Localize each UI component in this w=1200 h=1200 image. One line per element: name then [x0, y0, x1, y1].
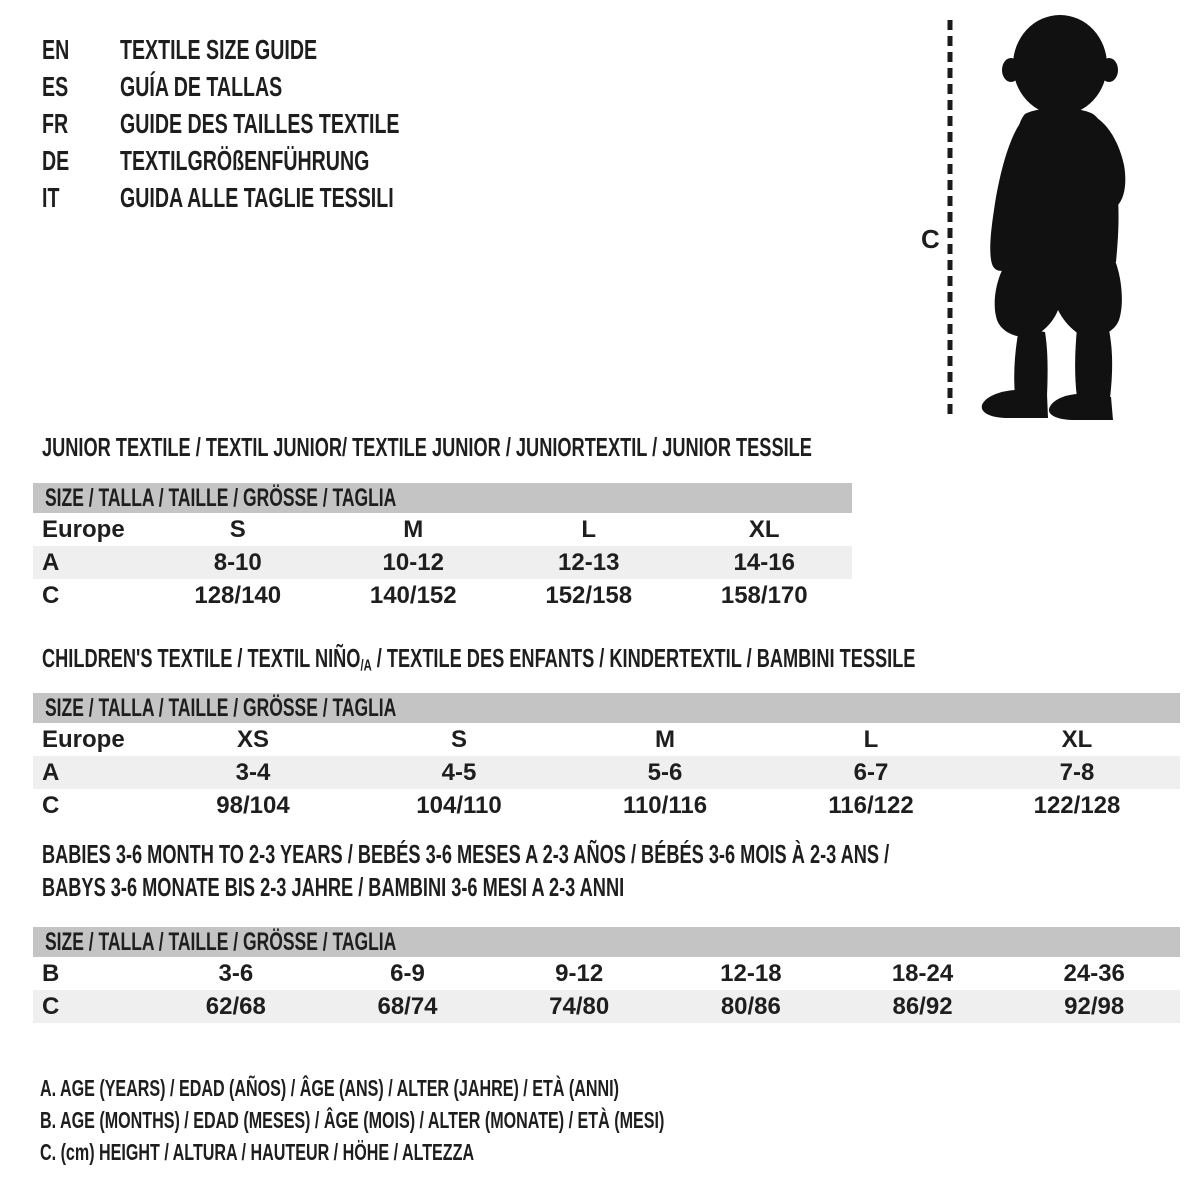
section-title-babies: [42, 838, 1200, 904]
age-cell: 3-4: [235, 758, 271, 786]
language-row: [42, 68, 519, 105]
height-cell: 158/170: [720, 581, 808, 609]
table-row-europe: [33, 513, 852, 546]
table-row-europe: [33, 723, 1180, 756]
row-label: C: [42, 791, 60, 819]
age-cell: 4-5: [441, 758, 477, 786]
babies-size-table: [33, 927, 1180, 1023]
children-title-post: / TEXTILE DES ENFANTS / KINDERTEXTIL / BAMBINI TESSILE: [371, 643, 916, 673]
size-cell: M: [403, 515, 424, 543]
legend-text: B. AGE (MONTHS) / EDAD (MESES) / ÂGE (MOIS) / ALTER (MONATE) / ETÀ (MESI): [40, 1106, 665, 1133]
height-cell: 98/104: [216, 791, 290, 819]
babies-title-line1: BABIES 3-6 MONTH TO 2-3 YEARS / BEBÉS 3-6 MESES A 2-3 AÑOS / BÉBÉS 3-6 MOIS À 2-3 ANS /: [42, 839, 890, 869]
height-measure-label: C: [921, 224, 940, 254]
table-row-age: [33, 546, 852, 579]
language-code: FR: [42, 107, 69, 139]
size-table-header: [33, 693, 1180, 723]
language-row: [42, 179, 519, 216]
height-figure: [905, 8, 1155, 422]
language-row: [42, 105, 519, 142]
legend-text: A. AGE (YEARS) / EDAD (AÑOS) / ÂGE (ANS) / ALTER (JAHRE) / ETÀ (ANNI): [40, 1074, 620, 1101]
row-label: C: [42, 581, 60, 609]
size-cell: L: [581, 515, 597, 543]
size-cell: S: [229, 515, 246, 543]
row-label: C: [42, 992, 60, 1020]
height-cell: 104/110: [416, 791, 502, 819]
size-table-header: [33, 927, 1180, 957]
age-cell: 6-9: [390, 959, 425, 987]
height-cell: 86/92: [892, 992, 953, 1020]
size-cell: XL: [1061, 725, 1093, 753]
section-title-junior-text: JUNIOR TEXTILE / TEXTIL JUNIOR/ TEXTILE JUNIOR / JUNIORTEXTIL / JUNIOR TESSILE: [42, 432, 812, 462]
table-row-height: [33, 789, 1180, 822]
section-title-children: [42, 645, 1200, 679]
height-cell: 122/128: [1033, 791, 1121, 819]
size-cell: XS: [236, 725, 269, 753]
children-size-table: [33, 693, 1180, 822]
height-cell: 140/152: [369, 581, 457, 609]
age-cell: 14-16: [733, 548, 795, 576]
language-code: EN: [42, 33, 70, 65]
size-cell: M: [655, 725, 675, 753]
height-cell: 62/68: [205, 992, 266, 1020]
size-cell: S: [450, 725, 467, 753]
language-label: TEXTILE SIZE GUIDE: [120, 33, 318, 65]
row-label: A: [42, 758, 60, 786]
legend-text: C. (cm) HEIGHT / ALTURA / HAUTEUR / HÖHE / ALTEZZA: [40, 1138, 475, 1165]
height-cell: 128/140: [194, 581, 282, 609]
legend-line-b: [40, 1104, 932, 1136]
section-title-children-text: [42, 645, 915, 679]
toddler-silhouette-shape: [982, 15, 1126, 420]
language-label: GUIDE DES TAILLES TEXTILE: [120, 107, 400, 139]
age-cell: 24-36: [1063, 959, 1125, 987]
age-cell: 3-6: [218, 959, 254, 987]
row-label: Europe: [42, 725, 125, 753]
age-cell: 12-13: [558, 548, 620, 576]
legend-line-c: [40, 1136, 932, 1168]
measure-legend: [40, 1072, 932, 1168]
size-table-header: [33, 483, 852, 513]
age-cell: 6-7: [853, 758, 889, 786]
age-cell: 5-6: [647, 758, 683, 786]
babies-title-line2: BABYS 3-6 MONATE BIS 2-3 JAHRE / BAMBINI 3-6 MESI A 2-3 ANNI: [42, 872, 625, 902]
size-table-header-text: SIZE / TALLA / TAILLE / GRÖSSE / TAGLIA: [45, 927, 397, 956]
language-label: TEXTILGRÖßENFÜHRUNG: [120, 144, 370, 176]
legend-line-a: [40, 1072, 932, 1104]
height-cell: 80/86: [720, 992, 781, 1020]
age-cell: 9-12: [555, 959, 604, 987]
language-code: DE: [42, 144, 70, 176]
language-row: [42, 142, 519, 179]
language-row: [42, 31, 519, 68]
toddler-silhouette-icon: [905, 8, 1155, 422]
age-cell: 8-10: [213, 548, 262, 576]
height-cell: 74/80: [549, 992, 610, 1020]
children-title-pre: CHILDREN'S TEXTILE / TEXTIL NIÑO: [42, 643, 361, 673]
children-title-subscript: /A: [360, 656, 372, 675]
row-label: B: [42, 959, 60, 987]
language-code: IT: [42, 181, 60, 213]
junior-size-table: [33, 483, 852, 612]
size-cell: L: [863, 725, 879, 753]
language-code: ES: [42, 70, 69, 102]
height-cell: 152/158: [545, 581, 633, 609]
language-index: [42, 31, 519, 216]
age-cell: 18-24: [891, 959, 954, 987]
age-cell: 12-18: [720, 959, 782, 987]
language-label: GUIDA ALLE TAGLIE TESSILI: [120, 181, 394, 213]
size-table-header-text: SIZE / TALLA / TAILLE / GRÖSSE / TAGLIA: [45, 483, 397, 512]
height-cell: 110/116: [622, 791, 708, 819]
table-row-height: [33, 990, 1180, 1023]
height-cell: 92/98: [1064, 992, 1125, 1020]
row-label: Europe: [42, 515, 125, 543]
age-cell: 7-8: [1059, 758, 1095, 786]
age-cell: 10-12: [382, 548, 444, 576]
table-row-age-months: [33, 957, 1180, 990]
row-label: A: [42, 548, 60, 576]
table-row-height: [33, 579, 852, 612]
height-cell: 116/122: [828, 791, 914, 819]
section-title-junior: [42, 434, 1142, 460]
size-table-header-text: SIZE / TALLA / TAILLE / GRÖSSE / TAGLIA: [45, 693, 397, 722]
height-cell: 68/74: [377, 992, 438, 1020]
table-row-age: [33, 756, 1180, 789]
language-label: GUÍA DE TALLAS: [120, 70, 283, 102]
size-cell: XL: [748, 515, 780, 543]
